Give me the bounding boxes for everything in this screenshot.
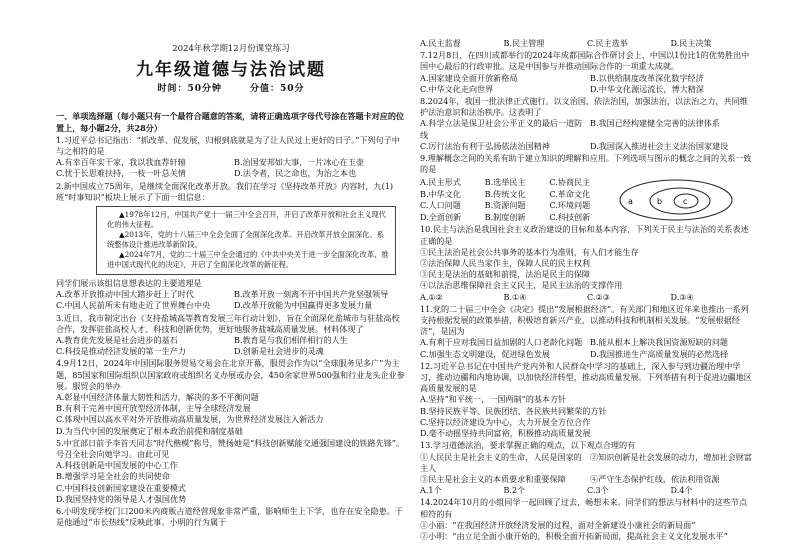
question-4: 4.9月12日，2024年中国国际服务贸易交易会在北京开幕，服贸会作为以“全球服务见多广”为主题，85国家和国际组织以国家政府或组织名义办展或办会，450余家世界500强和行业龙头企业参展。服贸会的举办 [56, 358, 405, 391]
option: A.①② [420, 291, 443, 302]
left-column [56, 0, 406, 529]
option: B.制度创新 [484, 211, 526, 222]
q13-statements [420, 452, 754, 486]
option: A.改革开放推动中国大踏步赶上了时代 [56, 289, 194, 300]
q8-options [420, 118, 754, 152]
option: A.有幸百年实干家，我以我血荐轩辕 [56, 157, 186, 168]
option: D.我国坚持党的领导是人才强国优势 [56, 493, 187, 504]
q3-options [56, 335, 406, 357]
concept-diagram [614, 177, 744, 223]
option: A.民主监督 [420, 38, 461, 48]
option: B.选举民主 [484, 177, 526, 188]
option: D.民主决策 [670, 38, 712, 48]
option: A.民主形式 [420, 177, 461, 188]
q2-options [56, 289, 406, 311]
question-12: 12.习近平总书记在中国共产党内外和人民群众中学习的基础上，深入参与到边疆治理中学习，推动边疆和内地协调，以加快经济转型，推动高质量发展。下列举措有利于促进边疆地区高质量发展的是 [420, 360, 752, 394]
option: D.法令者，民之命也，为治之本也 [234, 168, 357, 179]
q7-options [420, 73, 754, 95]
exam-time [56, 84, 406, 95]
option: C.3个 [587, 485, 609, 496]
exam-header [56, 44, 406, 95]
q13-options [420, 485, 754, 496]
option: D.4个 [670, 485, 693, 496]
question-2-stem: 同学们展示该组信息想表达的主要道理是 [56, 278, 202, 289]
q10-options [420, 292, 754, 303]
option: B.坚持民族平等、民族团结、各民族共同繁荣的方针 [420, 405, 607, 416]
option: B.民主管理 [503, 38, 545, 48]
option: B.有利于完善中国开放型经济体制，主导全球经济发展 [56, 403, 251, 414]
option: C.民主选举 [587, 38, 628, 48]
statement: ①民主法治是社会公共事务的基本行为准则，有人们才能生存 [420, 246, 639, 257]
statement: ③民主是社会主义的本质要求和重要保障 [420, 473, 566, 484]
option: A.国家建设全面开放新格局 [420, 72, 518, 83]
q11-options [420, 337, 754, 359]
option: D.我国推进生产高质量发展的必然选择 [590, 348, 729, 359]
question-5: 5.中宣部日前予李首天同志“时代楷模”称号，赞扬她是“科技创新赋能交通强国建设的铁路先锋”。号召全社会向她学习。由此可见 [56, 437, 405, 460]
box-line: ▲1978年12月，中国共产党十一届三中全会召开，开启了改革开放和社会主义现代化的伟大征程。 [107, 210, 386, 230]
label-a: a [628, 197, 633, 207]
option: C.体现中国以高水平对外开放推动高质量发展，为世界经济发展注入新活力 [56, 414, 324, 425]
option: B.治国安邦如大事，一片冰心在玉壶 [234, 157, 364, 168]
statement: ②法治保障人民当家作主，保障人民的民主权利 [420, 258, 590, 269]
option: C.科技是推动经济发展的第一生产力 [56, 346, 186, 357]
q1-options [56, 157, 406, 179]
total-score: 分值：50分 [250, 84, 305, 95]
option: B.教育是与我们相伴相行的人生 [234, 335, 348, 346]
option: A.科学立法是保卫社会公平正义的最后一道防线 [420, 118, 583, 140]
question-7: 7.12月8日，在四川成都举行的2024年成都国际合作研讨会上，中国以1份比1的优势胜出中国中心最后的行政审批。这是中国参与并推动国际合作的一项重大成就。 [420, 50, 750, 72]
option: C.加强生态文明建设，促进绿色发展 [420, 348, 550, 359]
question-6: 6.小明发现学校门口200米内商贩占道经营现象非常严重，影响师生上下学，也存在安全隐患。于是他通过“市长热线”反映此事。小明的行为属于 [56, 506, 403, 528]
option: C.中华文化走向世界 [420, 83, 494, 94]
option: B.①④ [503, 291, 527, 302]
question-3: 3.近日，我市制定出台《支持盐城高等教育发展三年行动计划》，旨在全面深化盐城市与驻盐高校合作，发挥驻盐高校人才、科技和创新优势，更好地服务盐城高质量发展。材料体现了 [56, 312, 400, 334]
exam-subtitle: 2024年秋学期12月份课堂练习 [172, 44, 290, 54]
q6-options [420, 38, 754, 49]
option: C.中国科技创新国家建设在重要模式 [56, 482, 186, 493]
label-c: c [683, 197, 688, 207]
question-8: 8.2024年，我国一批法律正式施行。以文治国，依法治国，加强法治，以法治之力，共同维护法治意识和法治秩序。这表明了 [420, 96, 748, 118]
option: A.有利于应对我国日益加剧的人口老龄化问题 [420, 337, 583, 348]
option: B.传统文化 [484, 188, 526, 199]
statement: ①人民民主是社会主义的生命，人民是国家的主人 [420, 451, 582, 473]
statement: ①小丽：“在我国经济开放经济发展的过程，面对全新建设小康社会的新局面” [420, 519, 696, 530]
option: C.革命文化 [549, 188, 591, 199]
option: B.中华文化 [420, 188, 461, 199]
label-b: b [657, 197, 663, 207]
exam-title: 九年级道德与法治试题 [136, 60, 326, 81]
q9-block [420, 177, 754, 223]
info-box [96, 206, 396, 275]
question-1: 1.习近平总书记指出：“抓改革、促发展，归根到底就是为了让人民过上更好的日子。”下列句子中与之相符的是 [56, 134, 400, 157]
option: D.中华文化源远流长，博大精深 [590, 83, 704, 94]
option: D.全面创新 [420, 211, 462, 222]
option: C.厉行法治有利于弘扬依法治国精神 [420, 140, 550, 151]
statement: ④以法治思维保障社会主义民主，是民主法治的支撑作用 [420, 280, 623, 291]
question-11: 11.党的二十届三中全会《决定》提出“发展根据经济”。有关部门和地区近年来也推出一系列支持根据发展的政策举措，积极培育新兴产业，以推动科技和机制相关发展。“发展根据经济”，是因为 [420, 303, 749, 337]
statement: ②小明：“由立足全面小康开始的，积极全面开拓新局面，提高社会主义文化发展水平” [420, 530, 728, 541]
question-2: 2.新中国成立75周年，是继续全面深化改革开放。我们在学习《坚持改革开放》内容时，九(1)班“时事知识”板块上展示了下面一组信息： [56, 180, 394, 202]
question-13: 13.学习道德法治，要求掌握正确的观点，以下观点合理的有 [420, 440, 636, 451]
option: D.毫不动摇坚持共同富裕，积极推动高质量发展 [420, 428, 591, 439]
option: C.坚持以经济建设为中心，大力开展全方位合作 [420, 416, 591, 427]
option: A.教育优先发展是社会进步的基石 [56, 335, 178, 346]
option: C.人口问题 [420, 200, 461, 211]
question-14: 14.2024年10月的小组同学一起回顾了过去，畅想未来。同学们的想法与材料中的这些节点相符的有 [420, 497, 748, 519]
option: C.②③ [587, 291, 610, 302]
option: D.为当代中国的发展奠定了根本政治前提和制度基础 [56, 425, 243, 436]
option: B.能从根本上解决我国资源短缺的问题 [590, 337, 729, 348]
option: C.科技创新 [549, 211, 591, 222]
question-9: 9.理解概念之间的关系有助于建立知识的理解和应用。下列选项与图示的概念之间的关系一致的是 [420, 153, 752, 175]
option: A.彰显中国经济体量大韧性和活力，解决的多不平衡问题 [56, 392, 259, 403]
option: B.资源问题 [484, 200, 526, 211]
option: C.忧于长思难扶持，一枝一叶总关情 [56, 168, 186, 179]
option: C.环境问题 [549, 200, 591, 211]
statement: ③民主是法治的基础和前提，法治是民主的保障 [420, 269, 590, 280]
option: A.1个 [420, 485, 442, 496]
box-line: ▲2024年7月，党的二十届三中全会通过的《中共中央关于进一步全面深化改革、推进中国式现代化的决定》，开启了全面深化改革的新征程。 [107, 250, 389, 270]
option: D.创新是社会进步的灵魂 [234, 346, 324, 357]
q9-options [420, 177, 614, 223]
option: B.我国已经构建健全完善的法律体系 [590, 118, 720, 129]
option: B.改革开放一刻离不开中国共产党坚强领导 [234, 289, 389, 300]
statement: ④严守生态保护红线，依法利用资源 [590, 473, 720, 484]
option: B.以供给制度改革深化数字经济 [590, 72, 704, 83]
option: C.协商民主 [549, 177, 591, 188]
option: A.科技创新是中国发展的中心工作 [56, 460, 178, 471]
section-heading: 一、单项选择题（每小题只有一个最符合题意的答案，请将正确选项字母代号涂在答题卡对应的位置上，每小题2分，共28分） [56, 111, 405, 133]
option: C.中国人民前所未有地走近了世界舞台中央 [56, 300, 211, 311]
right-column [420, 0, 754, 542]
question-10: 10.民主与法治是我国社会主义政治建设的目标和基本内容，下列关于民主与法治的关系表述正确的是 [420, 224, 749, 246]
option: B.2个 [503, 485, 526, 496]
option: D.我国深入推进社会主义法治国家建设 [590, 140, 729, 151]
option: A.坚持“和平统一，一国两制”的基本方针 [420, 394, 567, 405]
option: B.增强学习是全社会的共同使命 [56, 471, 170, 482]
option: D.改革开放能为中国赢得更多发展力量 [234, 300, 373, 311]
box-line: ▲2013年，党的十八届三中全会全面了全面深化改革。开启改革开放全面深化、系统整体设计推进改革新阶段。 [107, 230, 384, 250]
duration: 时间：50分钟 [157, 84, 222, 95]
option: D.③④ [670, 291, 694, 302]
statement: ②知识创新是社会发展的动力，增加社会财富 [590, 451, 752, 462]
